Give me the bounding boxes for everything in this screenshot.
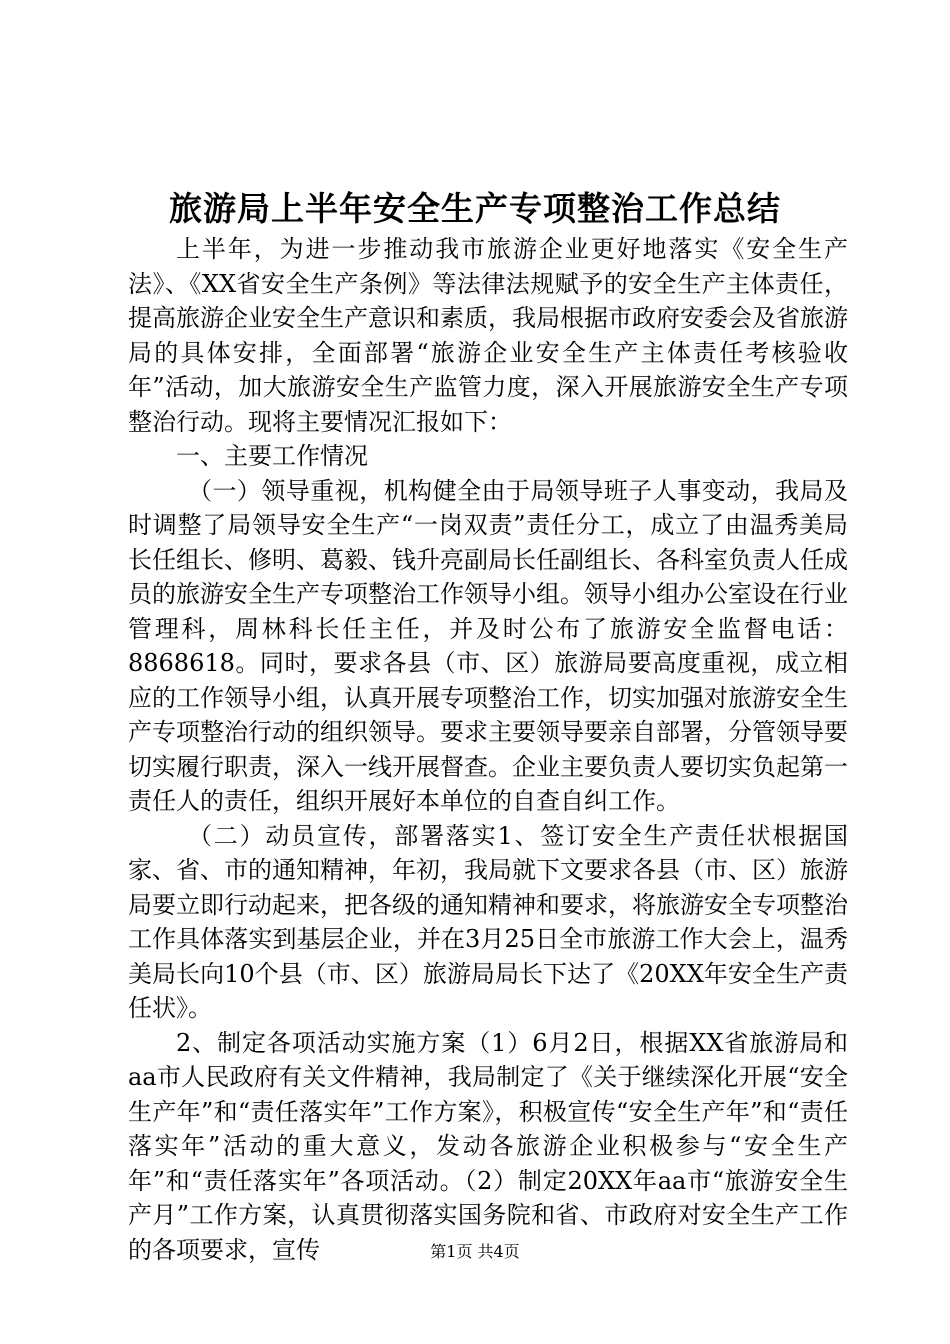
document-body (128, 232, 848, 1267)
document-title: 旅游局上半年安全生产专项整治工作总结 (169, 189, 781, 228)
page-footer: 第1页 共4页 (430, 1242, 520, 1261)
subsection-paragraph-2: （二）动员宣传，部署落实1、签订安全生产责任状根据国家、省、市的通知精神，年初，我局就下文要求各县（市、区）旅游局要立即行动起来，把各级的通知精神和要求，将旅游安全专项整治工作具体落实到基层企业，并在3月25日全市旅游工作大会上，温秀美局长向10个县（市、区）旅游局局长下达了《20XX年安全生产责任状》。 (128, 821, 848, 1022)
section-heading: 一、主要工作情况 (176, 442, 368, 470)
intro-paragraph: 上半年，为进一步推动我市旅游企业更好地落实《安全生产法》、《XX省安全生产条例》等法律法规赋予的安全生产主体责任，提高旅游企业安全生产意识和素质，我局根据市政府安委会及省旅游局的具体安排，全面部署“旅游企业安全生产主体责任考核验收年”活动，加大旅游安全生产监管力度，深入开展旅游安全生产专项整治行动。现将主要情况汇报如下： (128, 235, 848, 436)
subsection-paragraph-1: （一）领导重视，机构健全由于局领导班子人事变动，我局及时调整了局领导安全生产“一岗双责”责任分工，成立了由温秀美局长任组长、修明、葛毅、钱升亮副局长任副组长、各科室负责人任成员的旅游安全生产专项整治工作领导小组。领导小组办公室设在行业管理科，周林科长任主任，并及时公布了旅游安全监督电话：8868618。同时，要求各县（市、区）旅游局要高度重视，成立相应的工作领导小组，认真开展专项整治工作，切实加强对旅游安全生产专项整治行动的组织领导。要求主要领导要亲自部署，分管领导要切实履行职责，深入一线开展督查。企业主要负责人要切实负起第一责任人的责任，组织开展好本单位的自查自纠工作。 (128, 476, 848, 815)
item-paragraph-2: 2、制定各项活动实施方案（1）6月2日，根据XX省旅游局和aa市人民政府有关文件精神，我局制定了《关于继续深化开展“安全生产年”和“责任落实年”工作方案》，积极宣传“安全生产年”和“责任落实年”活动的重大意义，发动各旅游企业积极参与“安全生产年”和“责任落实年”各项活动。（2）制定20XX年aa市“旅游安全生产月”工作方案，认真贯彻落实国务院和省、市政府对安全生产工作的各项要求，宣传 (128, 1028, 848, 1264)
